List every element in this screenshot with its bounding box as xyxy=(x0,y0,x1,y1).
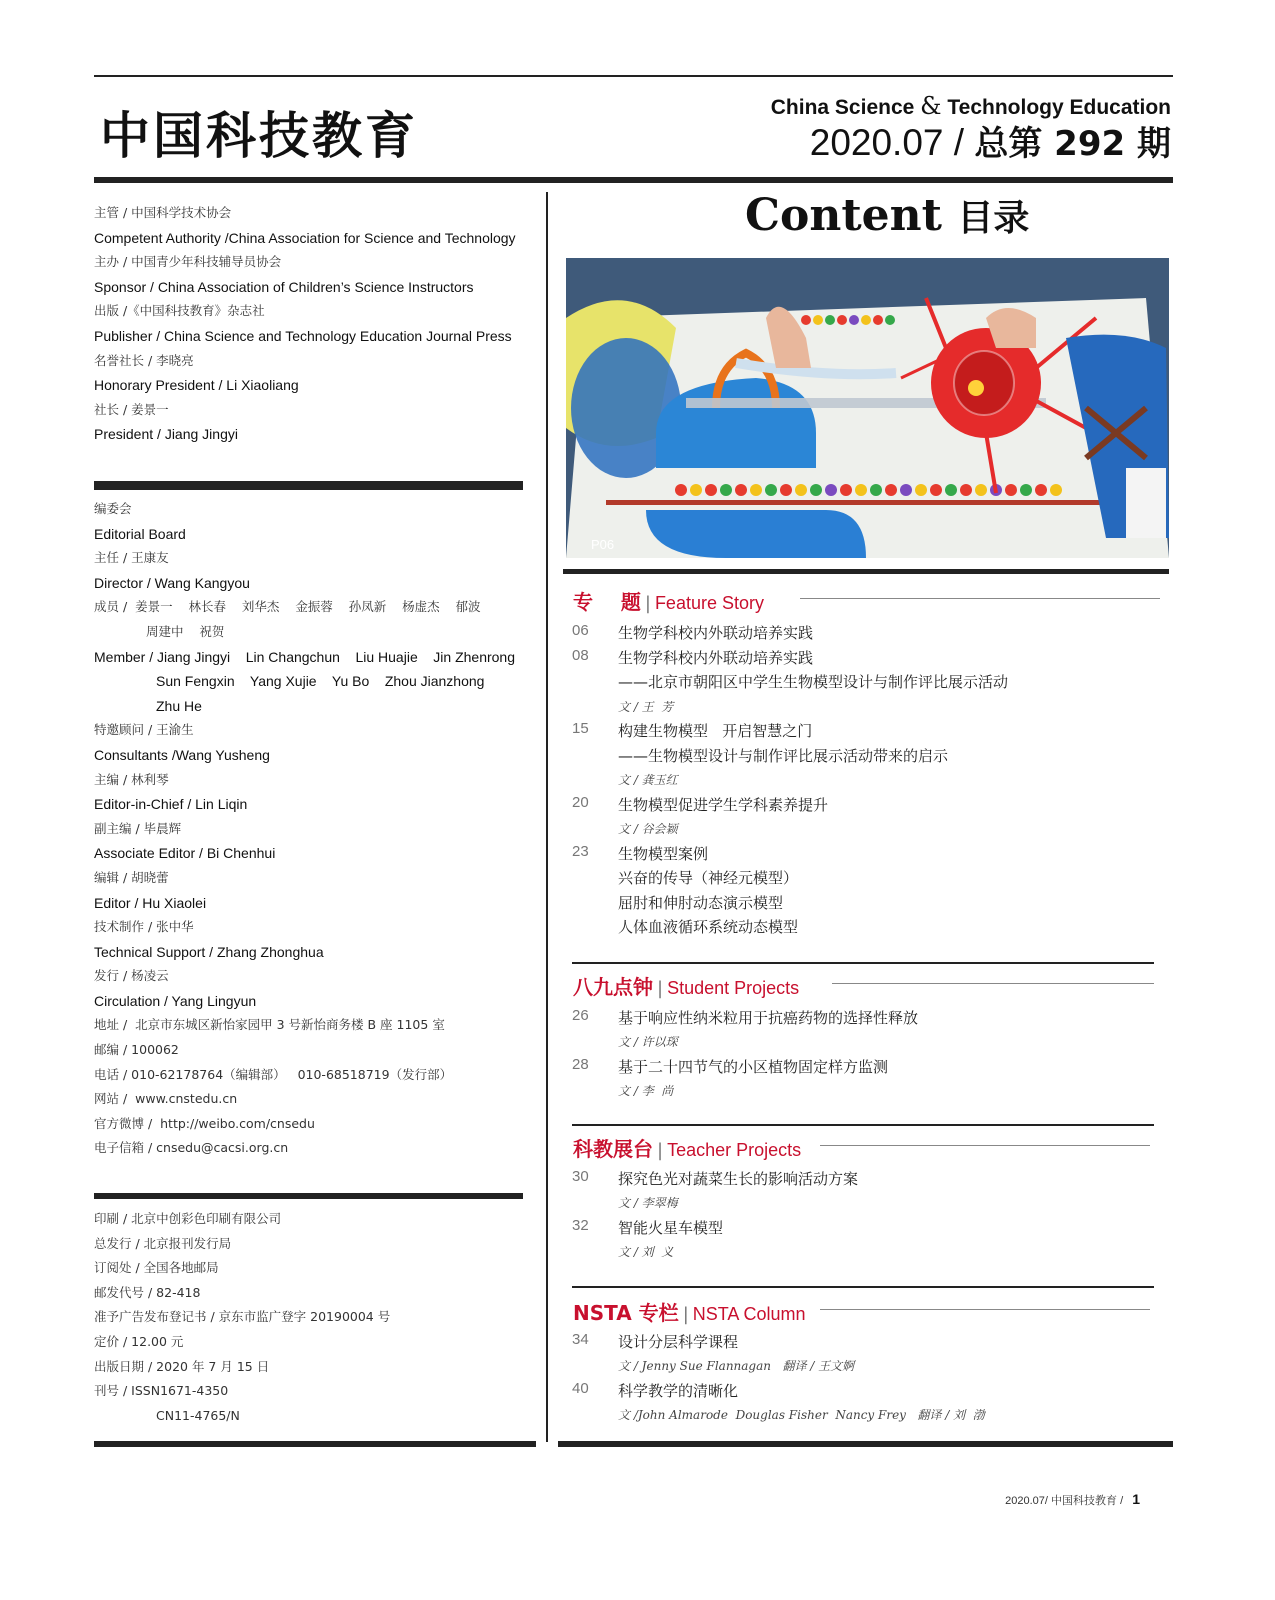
toc-article-title: 设计分层科学课程 xyxy=(618,1333,739,1351)
section-title-cn: NSTA 专栏 xyxy=(573,1301,679,1325)
toc-entry xyxy=(572,1056,1152,1076)
section-top-rule xyxy=(572,962,1154,964)
credits-rule-2 xyxy=(94,1193,523,1199)
section-title-en: Teacher Projects xyxy=(667,1140,802,1160)
toc-entry xyxy=(572,720,1152,740)
photo-page-label: P06 xyxy=(591,537,615,552)
magazine-title-cn: 中国科技教育 xyxy=(100,106,418,165)
credit-line-cn: 电子信箱 / cnsedu@cacsi.org.cn xyxy=(94,1140,289,1156)
credit-line-cn: 名誉社长 / 李晓亮 xyxy=(94,352,194,368)
section-top-rule xyxy=(572,1286,1154,1288)
toc-article-title: 生物学科校内外联动培养实践 xyxy=(618,624,814,642)
board-members-en-2: Sun Fengxin Yang Xujie Yu Bo Zhou Jianzhong xyxy=(156,673,485,690)
title-en-part1: China Science xyxy=(770,96,915,119)
toc-page-number: 30 xyxy=(572,1168,589,1185)
toc-subtitle: ——生物模型设计与制作评比展示活动带来的启示 xyxy=(618,747,949,765)
toc-entry xyxy=(572,843,1152,863)
page-number: 1 xyxy=(1132,1491,1140,1507)
contents-thick-rule xyxy=(563,569,1169,574)
toc-entry xyxy=(572,1380,1152,1400)
neuron-model-illustration xyxy=(566,258,1169,558)
toc-page-number: 28 xyxy=(572,1056,589,1073)
toc-author: 文 / 刘 义 xyxy=(618,1245,674,1259)
toc-article-title: 科学教学的清晰化 xyxy=(618,1382,739,1400)
section-heading xyxy=(573,1297,805,1326)
toc-author: 文 / 龚玉红 xyxy=(618,773,678,787)
credit-line-cn: 特邀顾问 / 王渝生 xyxy=(94,722,194,738)
section-heading xyxy=(573,586,764,615)
bottom-rule-right xyxy=(558,1441,1173,1447)
board-title-en: Editorial Board xyxy=(94,525,186,542)
title-en-part2: Technology Education xyxy=(947,96,1171,119)
section-divider-bar: | xyxy=(657,978,664,999)
toc-page-number: 40 xyxy=(572,1380,589,1397)
credit-line-en: Technical Support / Zhang Zhonghua xyxy=(94,943,324,960)
column-divider xyxy=(546,192,548,1442)
credit-line-cn: 地址 / 北京市东城区新怡家园甲 3 号新怡商务楼 B 座 1105 室 xyxy=(94,1017,445,1033)
section-divider-bar: | xyxy=(657,1140,664,1161)
credit-line-cn: 准予广告发布登记书 / 京东市监广登字 20190004 号 xyxy=(94,1309,391,1325)
section-divider-bar: | xyxy=(682,1304,689,1325)
toc-article-title: 探究色光对蔬菜生长的影响活动方案 xyxy=(618,1170,859,1188)
credit-line-en: Editor-in-Chief / Lin Liqin xyxy=(94,796,248,813)
toc-entry xyxy=(572,647,1152,667)
contents-title-cn: 目录 xyxy=(957,198,1030,239)
toc-sub-item: 兴奋的传导（神经元模型） xyxy=(618,869,799,887)
credit-line-cn: 定价 / 12.00 元 xyxy=(94,1333,184,1349)
toc-author: 文 / 李 尚 xyxy=(618,1084,674,1098)
section-heading-line xyxy=(800,598,1160,599)
toc-article-title: 基于响应性纳米粒用于抗癌药物的选择性释放 xyxy=(618,1009,919,1027)
credits-block-1 xyxy=(94,201,516,447)
toc-page-number: 06 xyxy=(572,622,589,639)
section-heading-line xyxy=(832,983,1154,984)
board-title-cn: 编委会 xyxy=(94,501,132,516)
toc-article-title: 生物模型案例 xyxy=(618,845,709,863)
section-title-cn: 科教展台 xyxy=(573,1137,653,1161)
credit-line-cn: 社长 / 姜景一 xyxy=(94,401,169,417)
section-heading xyxy=(573,971,799,1000)
credit-line-cn: 邮发代号 / 82-418 xyxy=(94,1284,201,1300)
toc-sub-item: 人体血液循环系统动态模型 xyxy=(618,918,799,936)
top-rule xyxy=(94,75,1173,77)
credit-line-cn: 订阅处 / 全国各地邮局 xyxy=(94,1260,219,1276)
credit-line-cn: 发行 / 杨凌云 xyxy=(94,968,169,984)
toc-page-number: 08 xyxy=(572,647,589,664)
toc-entry xyxy=(572,1217,1152,1237)
editorial-board-block xyxy=(94,497,515,1161)
toc-subtitle: ——北京市朝阳区中学生生物模型设计与制作评比展示活动 xyxy=(618,673,1009,691)
credit-line-en: Honorary President / Li Xiaoliang xyxy=(94,377,299,394)
credit-line-cn: 官方微博 / http://weibo.com/cnsedu xyxy=(94,1115,315,1131)
issue-number xyxy=(810,116,1171,165)
toc-article-title: 生物模型促进学生学科素养提升 xyxy=(618,796,829,814)
section-divider-bar: | xyxy=(644,593,651,614)
credit-line-cn: 副主编 / 毕晨辉 xyxy=(94,820,182,836)
section-heading-line xyxy=(820,1145,1150,1146)
credit-line-cn: 邮编 / 100062 xyxy=(94,1042,179,1058)
issue-total: 总第 292 期 xyxy=(974,124,1171,164)
credit-line-en: Competent Authority /China Association for Science and Technology xyxy=(94,229,516,246)
contents-title-en: Content xyxy=(745,190,942,241)
board-director-cn: 主任 / 王康友 xyxy=(94,550,169,566)
board-director-en: Director / Wang Kangyou xyxy=(94,574,250,591)
toc-author: 文 / 谷会颖 xyxy=(618,822,678,836)
credit-line-cn: 技术制作 / 张中华 xyxy=(94,919,194,935)
toc-page-number: 32 xyxy=(572,1217,589,1234)
credit-line-en: Sponsor / China Association of Children’s Science Instructors xyxy=(94,278,474,295)
toc-page-number: 23 xyxy=(572,843,589,860)
credit-line-cn: 编辑 / 胡晓蕾 xyxy=(94,869,169,885)
credit-line-cn: 主办 / 中国青少年科技辅导员协会 xyxy=(94,254,282,270)
toc-article-title: 构建生物模型 开启智慧之门 xyxy=(618,722,813,740)
toc-page-number: 15 xyxy=(572,720,589,737)
footer-text: 2020.07/ 中国科技教育 / xyxy=(1005,1495,1124,1507)
credit-line-cn: CN11-4765/N xyxy=(156,1407,240,1423)
credits-rule-1 xyxy=(94,481,523,490)
toc-entry xyxy=(572,1007,1152,1027)
credits-block-3 xyxy=(94,1207,390,1428)
credit-line-en: Publisher / China Science and Technology Education Journal Press xyxy=(94,327,512,344)
toc-author: 文 / 王 芳 xyxy=(618,700,674,714)
toc-entry xyxy=(572,622,1152,642)
page-footer xyxy=(1005,1491,1140,1508)
credit-line-en: President / Jiang Jingyi xyxy=(94,426,238,443)
toc-article-title: 智能火星车模型 xyxy=(618,1219,724,1237)
credit-line-cn: 刊号 / ISSN1671-4350 xyxy=(94,1383,229,1399)
credit-line-cn: 出版 /《中国科技教育》杂志社 xyxy=(94,303,265,319)
toc-sub-item: 屈肘和伸肘动态演示模型 xyxy=(618,894,784,912)
board-members-cn-1: 成员 / 姜景一 林长春 刘华杰 金振蓉 孙凤新 杨虚杰 郁波 xyxy=(94,599,481,615)
cover-photo-neuron-model xyxy=(566,258,1169,558)
toc-article-title: 生物学科校内外联动培养实践 xyxy=(618,649,814,667)
masthead-thick-rule xyxy=(94,177,1173,183)
section-title-en: Feature Story xyxy=(654,593,764,613)
contents-title xyxy=(745,190,1029,241)
board-members-cn-2: 周建中 祝贺 xyxy=(146,623,225,639)
section-title-en: Student Projects xyxy=(667,978,800,998)
credit-line-en: Consultants /Wang Yusheng xyxy=(94,746,270,763)
issue-date: 2020.07 / xyxy=(809,122,965,163)
toc-entry xyxy=(572,794,1152,814)
credit-line-cn: 主编 / 林利琴 xyxy=(94,771,169,787)
toc-entry xyxy=(572,1168,1152,1188)
toc-page-number: 26 xyxy=(572,1007,589,1024)
toc-article-title: 基于二十四节气的小区植物固定样方监测 xyxy=(618,1058,889,1076)
section-heading xyxy=(573,1133,801,1162)
credit-line-cn: 出版日期 / 2020 年 7 月 15 日 xyxy=(94,1358,270,1374)
credit-line-en: Editor / Hu Xiaolei xyxy=(94,894,207,911)
bottom-rule-left xyxy=(94,1441,536,1447)
credit-line-cn: 印刷 / 北京中创彩色印刷有限公司 xyxy=(94,1211,282,1226)
board-members-en-3: Zhu He xyxy=(156,697,202,714)
credit-line-cn: 电话 / 010-62178764（编辑部） 010-68518719（发行部） xyxy=(94,1066,453,1082)
toc-author: 文 / 许以琛 xyxy=(618,1035,678,1049)
credit-line-cn: 总发行 / 北京报刊发行局 xyxy=(94,1235,232,1251)
credit-line-cn: 主管 / 中国科学技术协会 xyxy=(94,205,232,220)
section-title-en: NSTA Column xyxy=(692,1304,806,1324)
toc-entry xyxy=(572,1331,1152,1351)
toc-author: 文 / Jenny Sue Flannagan 翻译 / 王文婀 xyxy=(618,1359,855,1373)
credit-line-cn: 网站 / www.cnstedu.cn xyxy=(94,1091,238,1107)
toc-page-number: 20 xyxy=(572,794,589,811)
title-en-amp: & xyxy=(920,92,942,120)
section-title-cn: 专 题 xyxy=(573,590,641,614)
section-heading-line xyxy=(820,1309,1150,1310)
toc-author: 文 / 李翠梅 xyxy=(618,1196,678,1210)
section-top-rule xyxy=(572,1124,1154,1126)
section-title-cn: 八九点钟 xyxy=(573,975,653,999)
board-members-en-1: Member / Jiang Jingyi Lin Changchun Liu Huajie Jin Zhenrong xyxy=(94,648,516,665)
credit-line-en: Associate Editor / Bi Chenhui xyxy=(94,845,276,862)
credit-line-en: Circulation / Yang Lingyun xyxy=(94,992,257,1009)
toc-page-number: 34 xyxy=(572,1331,589,1348)
toc-author: 文 /John Almarode Douglas Fisher Nancy Frey 翻译 / 刘 渤 xyxy=(618,1408,985,1422)
